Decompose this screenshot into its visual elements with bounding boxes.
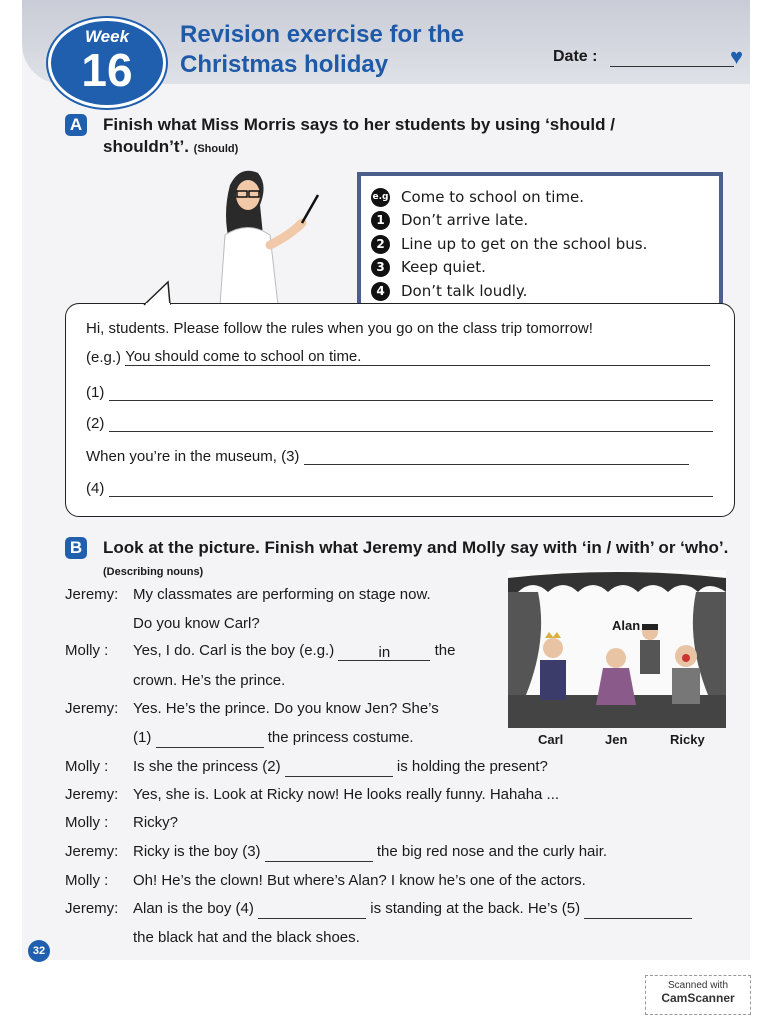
dialog-text-part: (1): [133, 729, 152, 746]
rule-3-text: Keep quiet.: [401, 258, 486, 276]
rule-4: [376, 282, 528, 300]
answer-b5-field[interactable]: [584, 901, 692, 919]
dialog-text: Do you know Carl?: [133, 615, 260, 632]
scanner-line-2: CamScanner: [661, 991, 735, 1005]
dialog-text: [133, 899, 692, 919]
dialog-text: [133, 641, 455, 661]
section-b-badge: B: [65, 537, 87, 559]
rule-4-num: 4: [371, 282, 390, 301]
label-carl: Carl: [538, 732, 564, 747]
dialog-text: Yes, she is. Look at Ricky now! He looks really funny. Hahaha ...: [133, 786, 560, 803]
title-line-1: Revision exercise for the: [180, 21, 465, 48]
section-a-instruction: [103, 114, 703, 160]
answer-2-field[interactable]: [109, 417, 713, 432]
dialog-text: [133, 757, 548, 777]
rule-eg-num: e.g: [371, 188, 390, 207]
eg-label: (e.g.): [86, 349, 122, 366]
teacher-illustration: [190, 165, 340, 305]
dialog-text: My classmates are performing on stage now.: [133, 586, 431, 603]
answer-line-3: [86, 448, 689, 465]
rule-3-num: 3: [371, 258, 390, 277]
rule-eg: [372, 188, 585, 206]
speaker: Molly :: [65, 758, 109, 775]
week-badge: [48, 18, 166, 108]
page-title: [180, 20, 464, 80]
week-word: Week: [84, 27, 130, 46]
dialog-text: the black hat and the black shoes.: [133, 929, 360, 946]
dialog-text: [133, 842, 607, 862]
dialog-text-part: the: [434, 642, 456, 659]
stage-illustration: [508, 570, 726, 728]
answer-b4-field[interactable]: [258, 901, 366, 919]
rule-2-num: 2: [371, 235, 390, 254]
dialog-text: Ricky?: [133, 814, 179, 831]
section-a-badge: A: [65, 114, 87, 136]
dialog-text: Yes. He’s the prince. Do you know Jen? She’s: [133, 700, 439, 717]
speaker: Molly :: [65, 872, 109, 889]
answer-3-field[interactable]: [304, 450, 689, 465]
speech-intro: Hi, students. Please follow the rules when you go on the class trip tomorrow!: [86, 320, 593, 337]
dialog-text-part: the big red nose and the curly hair.: [376, 843, 608, 860]
q1-label: (1): [86, 384, 105, 401]
rule-1-text: Don’t arrive late.: [401, 211, 529, 229]
speaker: Molly :: [65, 642, 109, 659]
dialog-text-part: is holding the present?: [396, 758, 548, 775]
speaker: Molly :: [65, 814, 109, 831]
stage-picture: [508, 570, 726, 747]
q2-label: (2): [86, 415, 105, 432]
speaker: Jeremy:: [65, 843, 119, 860]
speaker: Jeremy:: [65, 786, 119, 803]
scanner-line-1: Scanned with: [667, 980, 729, 991]
dialog-text: crown. He’s the prince.: [133, 672, 286, 689]
rule-2: [376, 235, 648, 253]
dialog-text-part: Alan is the boy (4): [133, 900, 254, 917]
answer-b1-field[interactable]: [156, 730, 264, 748]
heart-icon: ♥: [730, 44, 744, 69]
rule-1-num: 1: [371, 211, 390, 230]
section-b-instruction-text: Look at the picture. Finish what Jeremy and Molly say with ‘in / with’ or ‘who’.: [103, 538, 729, 557]
answer-1-field[interactable]: [109, 386, 713, 401]
rule-eg-text: Come to school on time.: [401, 188, 585, 206]
week-number: 16: [81, 44, 133, 96]
speech-bubble: [65, 303, 735, 517]
rule-3: [376, 258, 486, 276]
answer-b3-field[interactable]: [265, 844, 373, 862]
page-number: 32: [28, 940, 50, 962]
museum-text: When you’re in the museum, (3): [86, 448, 300, 465]
answer-line-1: [86, 384, 713, 401]
title-line-2: Christmas holiday: [180, 51, 389, 78]
eg-line: [86, 348, 710, 366]
dialog-text-part: the princess costume.: [267, 729, 414, 746]
answer-4-field[interactable]: [109, 482, 713, 497]
example-answer: in: [338, 643, 430, 661]
date-label: Date :: [553, 48, 598, 65]
speaker: Jeremy:: [65, 586, 119, 603]
rule-2-text: Line up to get on the school bus.: [401, 235, 648, 253]
dialog-text-part: Ricky is the boy (3): [133, 843, 261, 860]
speaker: Jeremy:: [65, 700, 119, 717]
q4-label: (4): [86, 480, 105, 497]
dialog-text: [133, 728, 414, 748]
label-ricky: Ricky: [670, 732, 705, 747]
rule-1: [376, 211, 529, 229]
section-b-tag: (Describing nouns): [103, 566, 204, 578]
dialog-text-part: is standing at the back. He’s (5): [370, 900, 581, 917]
rule-4-text: Don’t talk loudly.: [401, 282, 528, 300]
section-a-instruction-text: Finish what Miss Morris says to her students by using ‘should / shouldn’t’.: [103, 115, 615, 156]
answer-b2-field[interactable]: [285, 759, 393, 777]
date-field[interactable]: [610, 66, 734, 67]
section-a-tag: (Should): [193, 143, 239, 155]
answer-line-2: [86, 415, 713, 432]
rules-board: [357, 172, 723, 308]
label-jen: Jen: [605, 732, 628, 747]
dialog-text: Oh! He’s the clown! But where’s Alan? I know he’s one of the actors.: [133, 872, 586, 889]
answer-line-4: [86, 480, 713, 497]
dialog-text-part: Is she the princess (2): [133, 758, 281, 775]
camscanner-watermark: [645, 975, 751, 1015]
speaker: Jeremy:: [65, 900, 119, 917]
label-alan: Alan: [612, 618, 641, 633]
eg-answer: You should come to school on time.: [125, 348, 710, 366]
dialog-text-part: Yes, I do. Carl is the boy (e.g.): [133, 642, 335, 659]
bubble-tail: [140, 280, 180, 306]
